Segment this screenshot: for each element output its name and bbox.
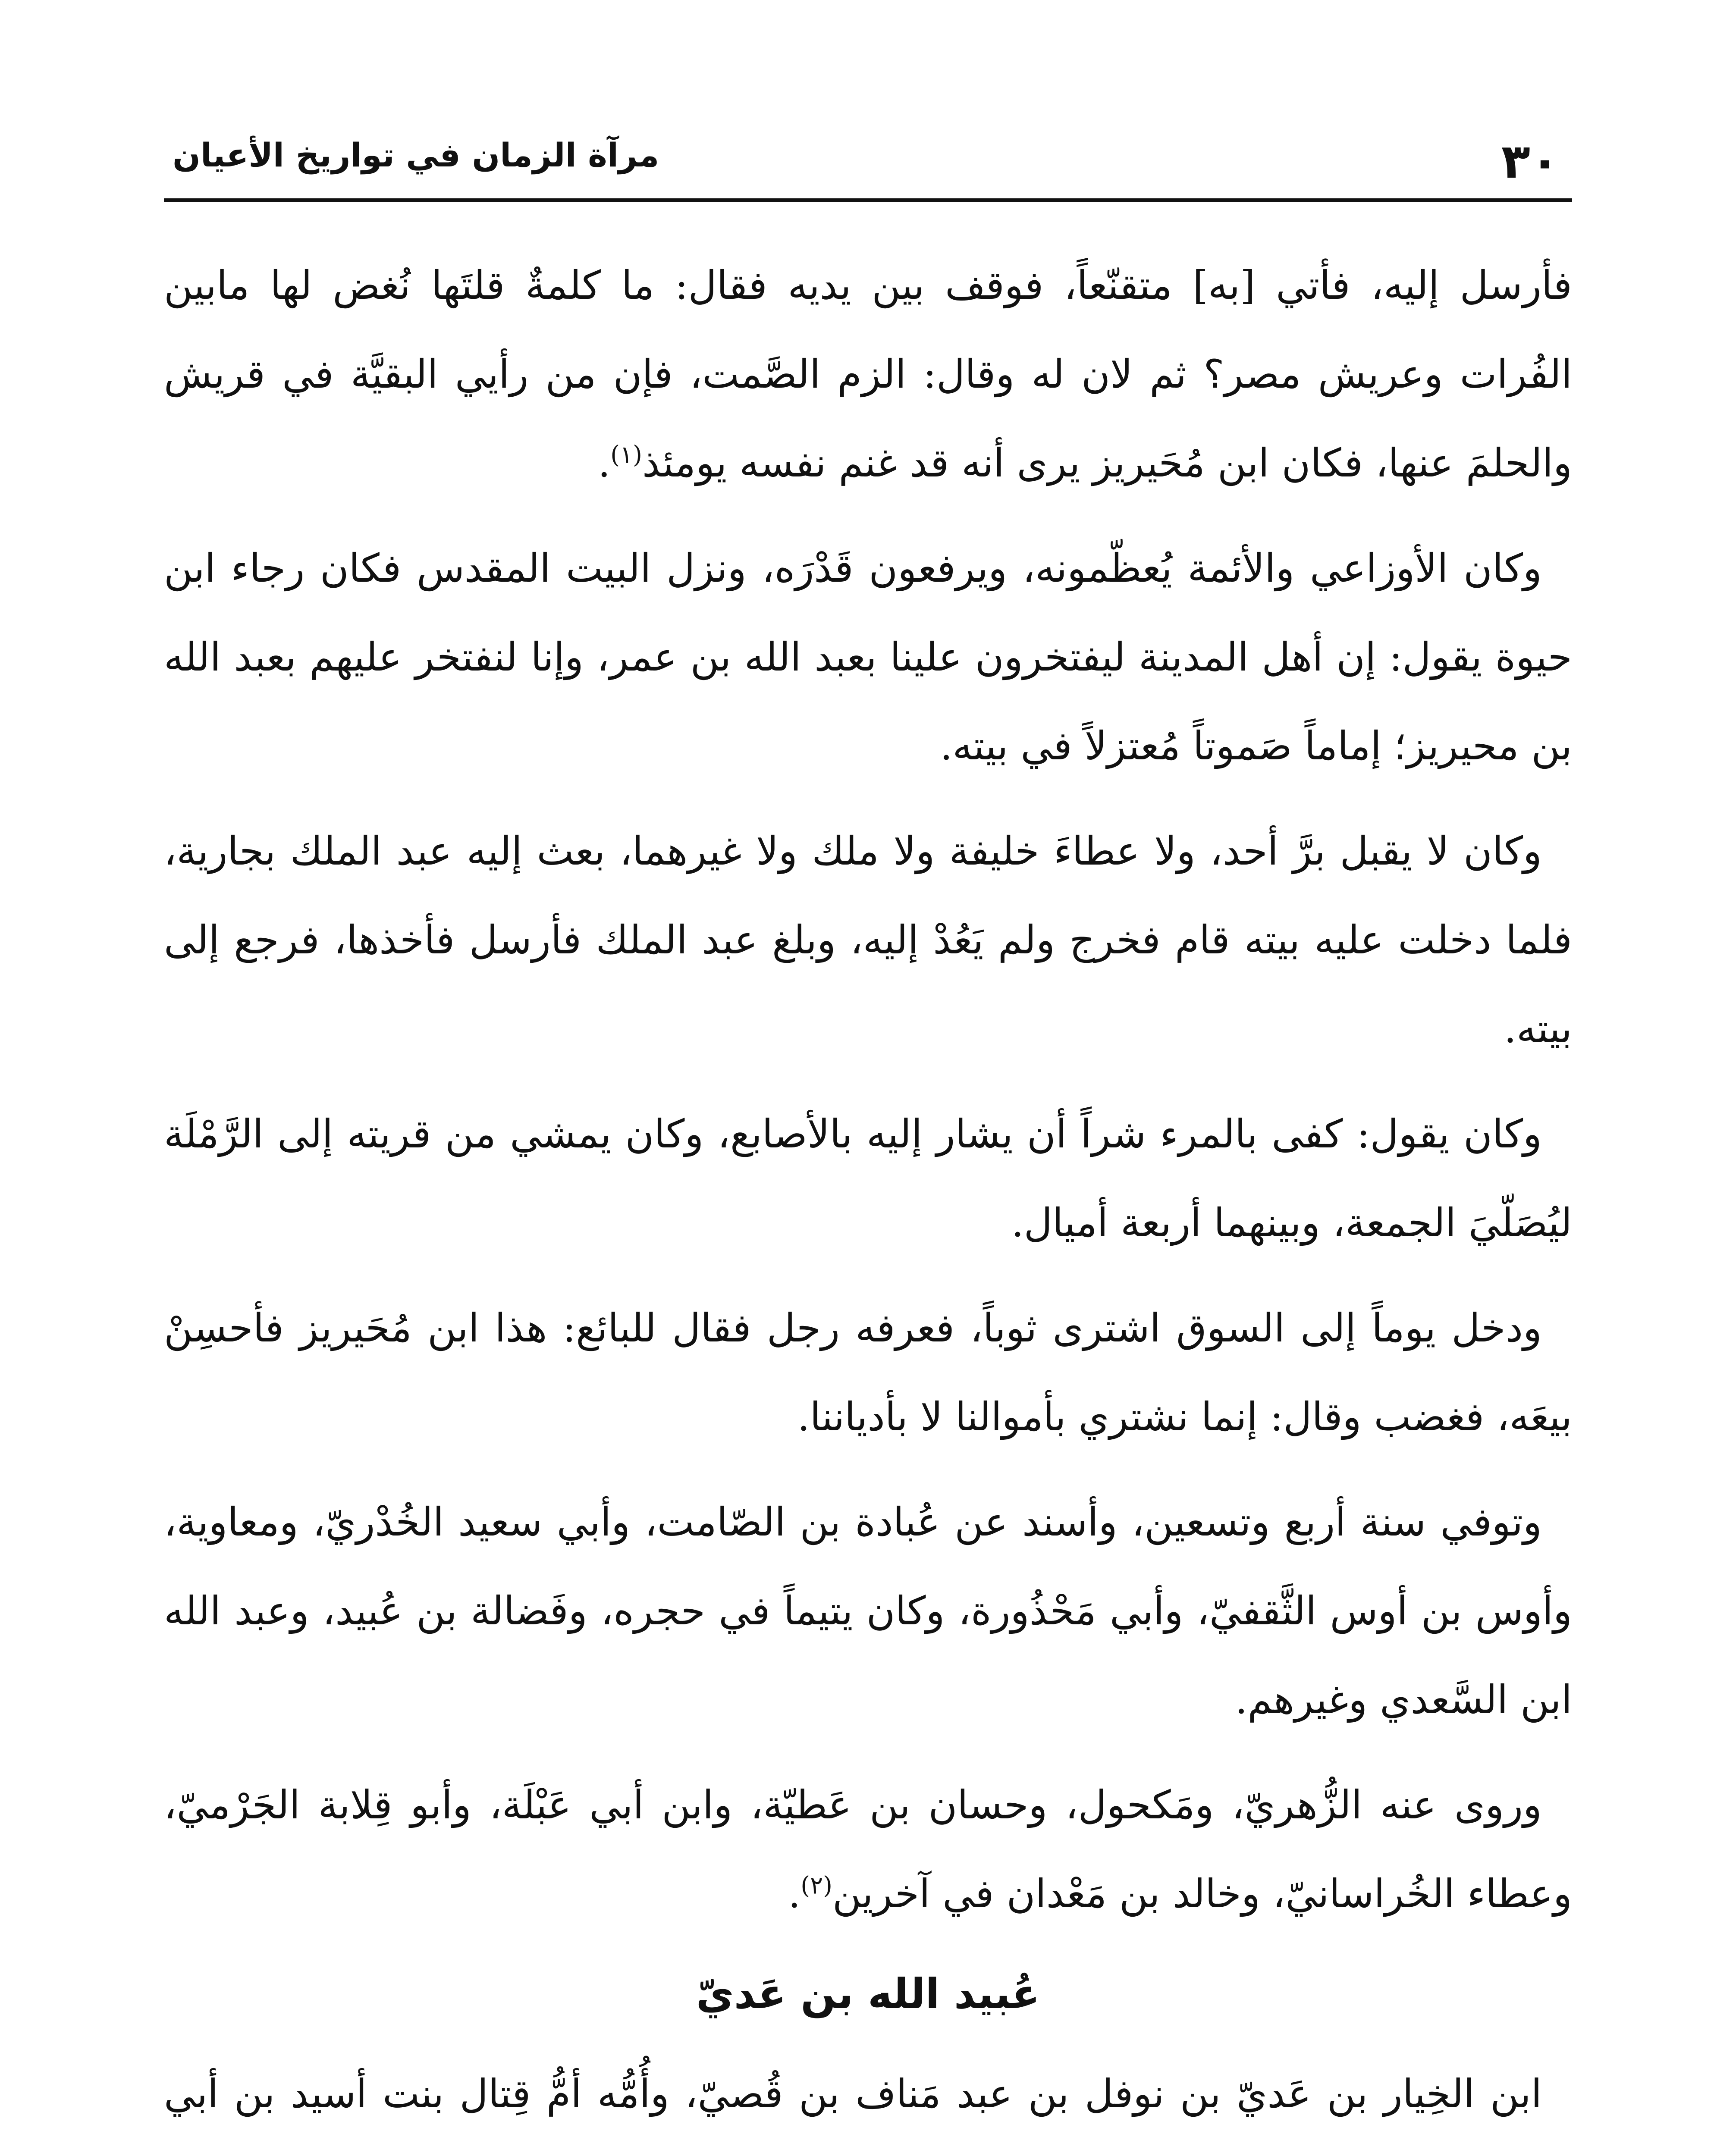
section-heading: عُبيد الله بن عَديّ [696,1970,1040,2018]
footnote-ref: (١) [610,441,642,469]
page-number: ٣٠ [1501,134,1559,189]
section-paragraph: ابن الخِيار بن عَديّ بن نوفل بن عبد مَناف بن قُصيّ، وأُمُّه أمُّ قِتال بنت أسيد بن أبي [164,2071,1542,2117]
footnote-ref: (٢) [801,1871,833,1900]
running-title: مرآة الزمان في تواريخ الأعيان [173,136,659,174]
main-text [164,241,1572,2156]
paragraph: وكان لا يقبل برَّ أحد، ولا عطاءَ خليفة ولا ملك ولا غيرهما، بعث إليه عبد الملك بجارية، فلما دخلت عليه بيته قام فخرج ولم يَعُدْ إليه، وبلغ عبد الملك فأرسل فأخذها، فرجع إلى بيته. [164,829,1572,1052]
paragraph: وكان يقول: كفى بالمرء شراً أن يشار إليه بالأصابع، وكان يمشي من قريته إلى الرَّمْلَة ليُصَلّيَ الجمعة، وبينهما أربعة أميال. [164,1112,1572,1246]
paragraph: فأرسل إليه، فأتي [به] متقنّعاً، فوقف بين يديه فقال: ما كلمةٌ قلتَها نُغض لها مابين الفُرات وعريش مصر؟ ثم لان له وقال: الزم الصَّمت، فإن من رأيي البقيَّة في قريش والحلمَ عنها، فكان ابن مُحَيريز يرى أنه قد غنم نفسه يومئذ$^{(١)}$. [164,263,1572,486]
paragraph: وكان الأوزاعي والأئمة يُعظّمونه، ويرفعون قَدْرَه، ونزل البيت المقدس فكان رجاء ابن حيوة يقول: إن أهل المدينة ليفتخرون علينا بعبد الله بن عمر، وإنا لنفتخر عليهم بعبد الله بن محيريز؛ إماماً صَموتاً مُعتزلاً في بيته. [164,546,1572,769]
paragraph: وروى عنه الزُّهريّ، ومَكحول، وحسان بن عَطيّة، وابن أبي عَبْلَة، وأبو قِلابة الجَرْميّ، وعطاء الخُراسانيّ، وخالد بن مَعْدان في آخرين$^{(٢)}$. [164,1783,1572,1917]
paragraph: وتوفي سنة أربع وتسعين، وأسند عن عُبادة بن الصّامت، وأبي سعيد الخُدْريّ، ومعاوية، وأوس بن أوس الثَّقفيّ، وأبي مَحْذُورة، وكان يتيماً في حجره، وفَضالة بن عُبيد، وعبد الله ابن السَّعدي وغيرهم. [164,1500,1572,1723]
page-header [164,125,1572,202]
paragraph: ودخل يوماً إلى السوق اشترى ثوباً، فعرفه رجل فقال للبائع: هذا ابن مُحَيريز فأحسِنْ بيعَه، فغضب وقال: إنما نشتري بأموالنا لا بأدياننا. [164,1306,1572,1440]
